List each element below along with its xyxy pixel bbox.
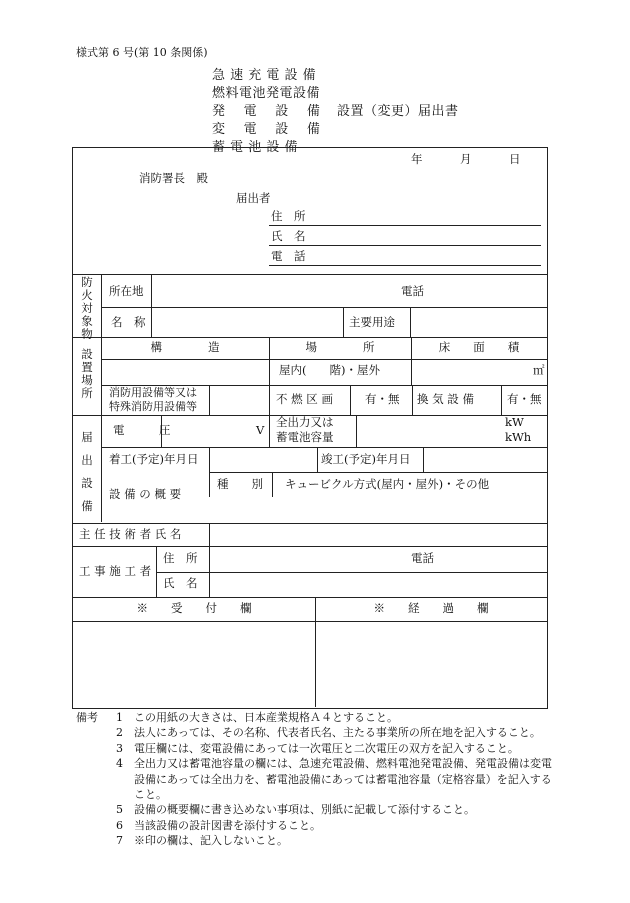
fire-equipment-label-2: 特殊消防用設備等 <box>109 400 197 413</box>
location-header: 場 所 <box>305 340 375 354</box>
note-item-3 <box>76 741 556 756</box>
contractor-name-label: 氏 名 <box>163 576 198 590</box>
notes-section <box>76 710 556 849</box>
applicant-label: 届出者 <box>236 191 271 205</box>
title-line-battery: 蓄 電 池 設 備 <box>212 140 299 155</box>
contractor-address-label: 住 所 <box>163 551 198 565</box>
indoor-outdoor-option[interactable]: 屋内( 階)・屋外 <box>279 363 380 377</box>
kw-unit: kW <box>505 415 524 429</box>
ventilation-label: 換 気 設 備 <box>417 392 474 406</box>
contractor-label: 工 事 施 工 者 <box>79 564 152 578</box>
total-output-label-2: 蓄電池容量 <box>276 430 334 444</box>
voltage-label: 電 圧 <box>113 423 171 437</box>
applicant-name-label: 氏 名 <box>271 229 306 243</box>
note-item-4 <box>76 756 556 802</box>
applicant-phone-field[interactable] <box>269 265 541 266</box>
note-text: ※印の欄は、記入しないこと。 <box>134 834 288 848</box>
fireproof-yes-no[interactable]: 有・無 <box>365 392 400 406</box>
note-number: 3 <box>116 741 123 755</box>
chief-engineer-label: 主 任 技 術 者 氏 名 <box>79 527 182 541</box>
volt-unit: V <box>256 423 265 437</box>
total-output-label-1: 全出力又は <box>276 415 334 429</box>
kwh-unit: kWh <box>505 430 532 444</box>
form-number: 様式第 6 号(第 10 条関係) <box>76 46 208 59</box>
progress-header: ※ 経 過 欄 <box>373 601 489 615</box>
note-number: 6 <box>116 818 123 832</box>
note-text: 法人にあっては、その名称、代表者氏名、主たる事業所の所在地を記入すること。 <box>134 726 541 740</box>
note-number: 2 <box>116 726 123 740</box>
note-number: 5 <box>116 803 123 817</box>
note-item-7 <box>76 833 556 848</box>
note-text: この用紙の大きさは、日本産業規格Ａ４とすること。 <box>134 711 398 724</box>
note-text: 電圧欄には、変電設備にあっては一次電圧と二次電圧の双方を記入すること。 <box>134 741 519 755</box>
completion-date-label: 竣工(予定)年月日 <box>321 452 411 466</box>
applicant-name-field[interactable] <box>269 245 541 246</box>
structure-header: 構 造 <box>150 340 220 354</box>
place-section-label: 設置場所 <box>81 347 93 400</box>
note-text: 当該設備の設計図書を添付すること。 <box>134 818 321 832</box>
fireproof-partition-label: 不 燃 区 画 <box>276 392 333 406</box>
note-number: 7 <box>116 834 123 848</box>
target-location-phone: 電話 <box>401 284 424 298</box>
target-name-label: 名 称 <box>111 315 146 329</box>
overview-label: 設 備 の 概 要 <box>109 487 182 501</box>
title-line-fuel-cell: 燃料電池発電設備 <box>212 86 321 101</box>
note-item-5 <box>76 802 556 817</box>
note-number: 1 <box>116 711 123 724</box>
title-suffix: 設置（変更）届出書 <box>337 104 459 119</box>
applicant-phone-label: 電 話 <box>271 249 306 263</box>
notification-form <box>72 147 548 709</box>
note-text: 全出力又は蓄電池容量の欄には、急速充電設備、燃料電池発電設備、発電設備は変電設備にあっては全出力を、蓄電池設備にあっては蓄電池容量（定格容量）を記入すること。 <box>134 757 552 802</box>
note-number: 4 <box>116 757 123 771</box>
reception-header: ※ 受 付 欄 <box>136 601 252 615</box>
addressee: 消防署長 殿 <box>139 171 208 185</box>
notes-label: 備考 <box>76 711 98 724</box>
equipment-section-label: 届出設備 <box>81 430 93 513</box>
type-label: 種 別 <box>217 477 263 491</box>
applicant-address-label: 住 所 <box>271 209 306 223</box>
target-usage-label: 主要用途 <box>349 315 395 329</box>
applicant-address-field[interactable] <box>269 225 541 226</box>
square-meter-unit: ㎡ <box>533 363 545 377</box>
title-line-quick-charger: 急 速 充 電 設 備 <box>212 68 317 83</box>
floor-area-header: 床 面 積 <box>438 340 520 354</box>
fire-equipment-label-1: 消防用設備等又は <box>109 386 197 399</box>
note-item-6 <box>76 818 556 833</box>
contractor-phone: 電話 <box>411 551 434 565</box>
note-item-2 <box>76 725 556 740</box>
date-day[interactable]: 日 <box>509 152 521 166</box>
note-text: 設備の概要欄に書き込めない事項は、別紙に記載して添付すること。 <box>134 803 475 817</box>
title-line-transformer: 変 電 設 備 <box>212 122 321 137</box>
date-month[interactable]: 月 <box>460 152 472 166</box>
target-section-label: 防火対象物 <box>81 275 93 341</box>
title-line-generator: 発 電 設 備 <box>212 104 321 119</box>
target-location-label: 所在地 <box>109 284 144 298</box>
start-date-label: 着工(予定)年月日 <box>109 452 199 466</box>
date-year[interactable]: 年 <box>411 152 423 166</box>
ventilation-yes-no[interactable]: 有・無 <box>507 392 542 406</box>
type-value[interactable]: キュービクル方式(屋内・屋外)・その他 <box>285 477 490 491</box>
note-item-1 <box>76 710 556 725</box>
